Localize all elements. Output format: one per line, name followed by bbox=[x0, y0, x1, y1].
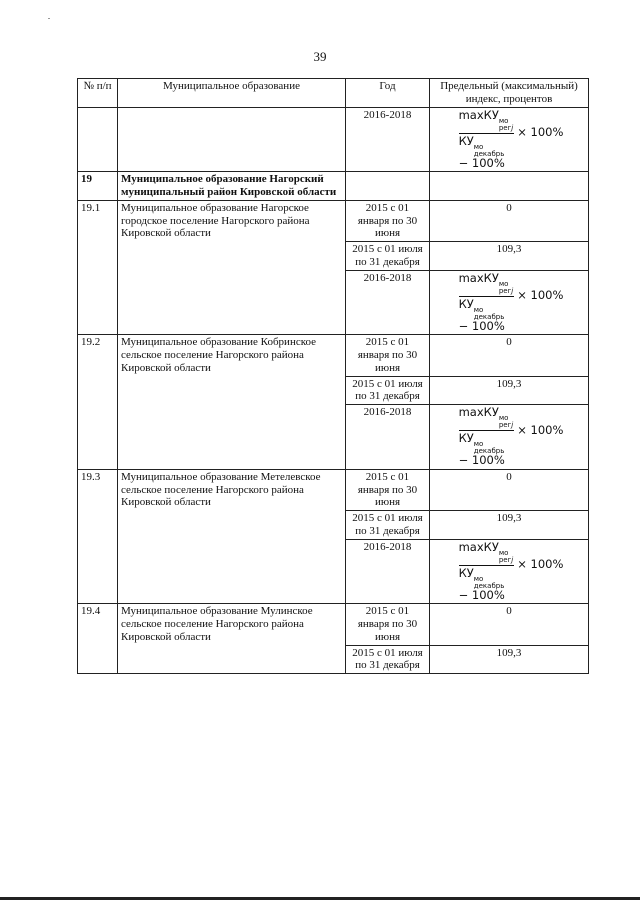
formula-multiplier: × 100% bbox=[517, 288, 564, 303]
formula-fraction bbox=[459, 272, 515, 321]
cell-num: 19 bbox=[78, 172, 118, 201]
formula-fraction bbox=[459, 406, 515, 455]
header-year: Год bbox=[346, 79, 430, 108]
cell-index: 109,3 bbox=[430, 242, 589, 271]
formula-multiplier: × 100% bbox=[517, 557, 564, 572]
formula-denominator: КУ мо декабрь bbox=[458, 296, 505, 321]
cell-municipality: Муниципальное образование Мулинское сельское поселение Нагорского района Кировской области bbox=[118, 604, 346, 674]
index-formula bbox=[455, 541, 564, 602]
index-table bbox=[77, 78, 589, 674]
cell-index: 0 bbox=[430, 335, 589, 376]
cell-index: 109,3 bbox=[430, 376, 589, 405]
cell-index-formula bbox=[430, 270, 589, 335]
cell-year bbox=[346, 172, 430, 201]
index-formula bbox=[455, 406, 564, 467]
cell-index: 0 bbox=[430, 604, 589, 645]
formula-numerator: maxКУ мо регj bbox=[458, 107, 514, 132]
formula-minus: − 100% bbox=[458, 318, 505, 333]
table-row bbox=[78, 604, 589, 645]
table-row bbox=[78, 469, 589, 510]
cell-year: 2015 с 01 января по 30 июня bbox=[346, 200, 430, 241]
cell-index bbox=[430, 172, 589, 201]
formula-multiplier: × 100% bbox=[517, 422, 564, 437]
cell-num: 19.4 bbox=[78, 604, 118, 674]
cell-year: 2016-2018 bbox=[346, 107, 430, 172]
table-row-group-header bbox=[78, 172, 589, 201]
cell-year: 2016-2018 bbox=[346, 405, 430, 470]
page-number: 39 bbox=[313, 49, 327, 64]
formula-numerator: maxКУ мо регj bbox=[458, 539, 514, 564]
cell-year: 2015 с 01 января по 30 июня bbox=[346, 469, 430, 510]
scan-speck bbox=[48, 18, 50, 19]
cell-year: 2015 с 01 июля по 31 декабря bbox=[346, 242, 430, 271]
cell-index-formula bbox=[430, 539, 589, 604]
cell-municipality: Муниципальное образование Нагорский муниципальный район Кировской области bbox=[118, 172, 346, 201]
cell-year: 2015 с 01 июля по 31 декабря bbox=[346, 511, 430, 540]
header-municipality: Муниципальное образование bbox=[118, 79, 346, 108]
cell-index: 109,3 bbox=[430, 511, 589, 540]
formula-denominator: КУ мо декабрь bbox=[458, 431, 505, 455]
cell-year: 2015 с 01 июля по 31 декабря bbox=[346, 376, 430, 405]
index-formula bbox=[455, 272, 564, 333]
formula-denominator: КУ мо декабрь bbox=[458, 133, 505, 158]
cell-num bbox=[78, 107, 118, 172]
formula-fraction bbox=[459, 109, 515, 158]
cell-year: 2015 с 01 января по 30 июня bbox=[346, 604, 430, 645]
formula-numerator: maxКУ мо регj bbox=[458, 270, 514, 295]
cell-num: 19.3 bbox=[78, 469, 118, 604]
cell-index: 0 bbox=[430, 200, 589, 241]
formula-minus: − 100% bbox=[458, 155, 505, 170]
cell-year: 2016-2018 bbox=[346, 270, 430, 335]
cell-index-formula bbox=[430, 107, 589, 172]
formula-multiplier: × 100% bbox=[517, 125, 564, 140]
cell-index: 0 bbox=[430, 469, 589, 510]
cell-municipality bbox=[118, 107, 346, 172]
formula-denominator: КУ мо декабрь bbox=[458, 565, 505, 590]
bottom-rule bbox=[0, 897, 640, 900]
header-num: № п/п bbox=[78, 79, 118, 108]
table-header-row bbox=[78, 79, 589, 108]
cell-year: 2015 с 01 января по 30 июня bbox=[346, 335, 430, 376]
formula-minus: − 100% bbox=[458, 587, 505, 602]
formula-minus: − 100% bbox=[458, 453, 505, 467]
table-row bbox=[78, 200, 589, 241]
cell-index-formula bbox=[430, 405, 589, 470]
header-index: Предельный (максимальный) индекс, процентов bbox=[430, 79, 589, 108]
table-row bbox=[78, 107, 589, 172]
cell-year: 2016-2018 bbox=[346, 539, 430, 604]
formula-fraction bbox=[459, 541, 515, 590]
cell-municipality: Муниципальное образование Нагорское городское поселение Нагорского района Кировской области bbox=[118, 200, 346, 335]
cell-index: 109,3 bbox=[430, 645, 589, 674]
cell-year: 2015 с 01 июля по 31 декабря bbox=[346, 645, 430, 674]
cell-num: 19.2 bbox=[78, 335, 118, 470]
table-row bbox=[78, 335, 589, 376]
cell-num: 19.1 bbox=[78, 200, 118, 335]
formula-numerator: maxКУ мо регj bbox=[458, 405, 514, 429]
index-formula bbox=[455, 109, 564, 170]
cell-municipality: Муниципальное образование Кобринское сельское поселение Нагорского района Кировской области bbox=[118, 335, 346, 470]
cell-municipality: Муниципальное образование Метелевское сельское поселение Нагорского района Кировской области bbox=[118, 469, 346, 604]
